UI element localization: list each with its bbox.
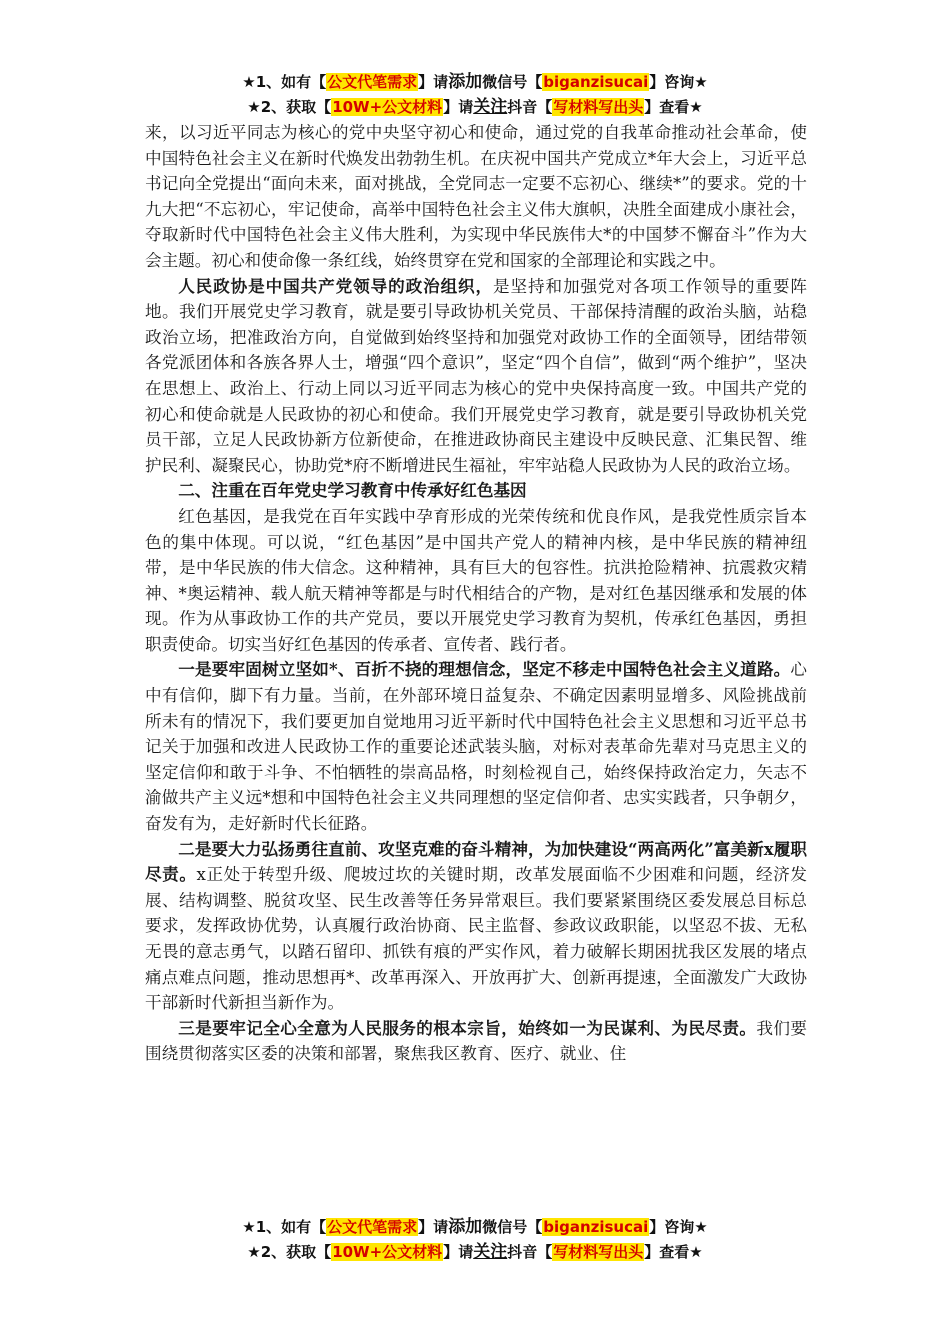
paragraph: 三是要牢记全心全意为人民服务的根本宗旨，始终如一为民谋利、为民尽责。我们要围绕贯彻落实区委的决策和部署，聚焦我区教育、医疗、就业、住 [145, 1017, 808, 1064]
banner-douyin-id: 写材料写出头 [553, 1243, 644, 1261]
banner-line-2: ★2、获取【10W+公文材料】请关注抖音【写材料写出头】查看★ [247, 1242, 703, 1262]
banner-wechat-id: biganzisucai [543, 73, 649, 91]
paragraph: 一是要牢固树立坚如*、百折不挠的理想信念，坚定不移走中国特色社会主义道路。心中有信仰，脚下有力量。当前，在外部环境日益复杂、不确定因素明显增多、风险挑战前所未有的情况下，我们要更加自觉地用习近平新时代中国特色社会主义思想和习近平总书记关于加强和改进人民政协工作的重要论述武装头脑，对标对表革命先辈对马克思主义的坚定信仰和敢于斗争、不怕牺牲的崇高品格，时刻检视自己，始终保持政治定力，矢志不渝做共产主义远*想和中国特色社会主义共同理想的坚定信仰者、忠实实践者，只争朝夕，奋发有为，走好新时代长征路。 [145, 659, 807, 834]
paragraph: 红色基因，是我党在百年实践中孕育形成的光荣传统和优良作风，是我党性质宗旨本色的集中体现。可以说，“红色基因”是中国共产党人的精神内核，是中华民族的精神纽带，是中华民族的伟大信念。这种精神，具有巨大的包容性。抗洪抢险精神、抗震救灾精神、*奥运精神、载人航天精神等都是与时代相结合的产物，是对红色基因继承和发展的体现。作为从事政协工作的共产党员，要以开展党史学习教育为契机，传承红色基因，勇担职责使命。切实当好红色基因的传承者、宣传者、践行者。 [145, 506, 807, 654]
banner-highlight: 10W+公文材料 [332, 98, 443, 116]
banner-highlight: 公文代笔需求 [327, 1218, 418, 1236]
banner-line-2: ★2、获取【10W+公文材料】请关注抖音【写材料写出头】查看★ [247, 97, 703, 117]
banner-highlight: 10W+公文材料 [332, 1243, 443, 1261]
banner-line-1: ★1、如有【公文代笔需求】请添加微信号【biganzisucai】咨询★ [242, 1217, 708, 1237]
top-banner [0, 70, 950, 120]
bottom-banner [0, 1215, 950, 1265]
document-body [145, 120, 807, 1067]
section-heading: 二、注重在百年党史学习教育中传承好红色基因 [178, 480, 527, 501]
banner-wechat-id: biganzisucai [543, 1218, 649, 1236]
banner-douyin-id: 写材料写出头 [553, 98, 644, 116]
banner-line-1: ★1、如有【公文代笔需求】请添加微信号【biganzisucai】咨询★ [242, 72, 708, 92]
banner-highlight: 公文代笔需求 [327, 73, 418, 91]
paragraph: 来，以习近平同志为核心的党中央坚守初心和使命，通过党的自我革命推动社会革命，使中国特色社会主义在新时代焕发出勃勃生机。在庆祝中国共产党成立*年大会上，习近平总书记向全党提出“面向未来，面对挑战，全党同志一定要不忘初心、继续*”的要求。党的十九大把“不忘初心，牢记使命，高举中国特色社会主义伟大旗帜，决胜全面建成小康社会，夺取新时代中国特色社会主义伟大胜利，为实现中华民族伟大*的中国梦不懈奋斗”作为大会主题。初心和使命像一条红线，始终贯穿在党和国家的全部理论和实践之中。 [145, 123, 807, 270]
paragraph: 二是要大力弘扬勇往直前、攻坚克难的奋斗精神，为加快建设“两高两化”富美新x履职尽责。x正处于转型升级、爬坡过坎的关键时期，改革发展面临不少困难和问题，经济发展、结构调整、脱贫攻坚、民生改善等任务异常艰巨。我们要紧紧围绕区委发展总目标总要求，发挥政协优势，认真履行政治协商、民主监督、参政议政职能，以坚忍不拔、无私无畏的意志勇气，以踏石留印、抓铁有痕的严实作风，着力破解长期困扰我区发展的堵点痛点难点问题，推动思想再*、改革再深入、开放再扩大、创新再提速，全面激发广大政协干部新时代新担当新作为。 [145, 838, 808, 1013]
paragraph: 人民政协是中国共产党领导的政治组织，是坚持和加强党对各项工作领导的重要阵地。我们开展党史学习教育，就是要引导政协机关党员、干部保持清醒的政治头脑，站稳政治立场，把准政治方向，自觉做到始终坚持和加强党对政协工作的全面领导，团结带领各党派团体和各族各界人士，增强“四个意识”，坚定“四个自信”，做到“两个维护”，坚决在思想上、政治上、行动上同以习近平同志为核心的党中央保持高度一致。中国共产党的初心和使命就是人民政协的初心和使命。我们开展党史学习教育，就是要引导政协机关党员干部，立足人民政协新方位新使命，在推进政协商民主建设中反映民意、汇集民智、维护民利、凝聚民心，协助党*府不断增进民生福祉，牢牢站稳人民政协为人民的政治立场。 [145, 275, 808, 475]
